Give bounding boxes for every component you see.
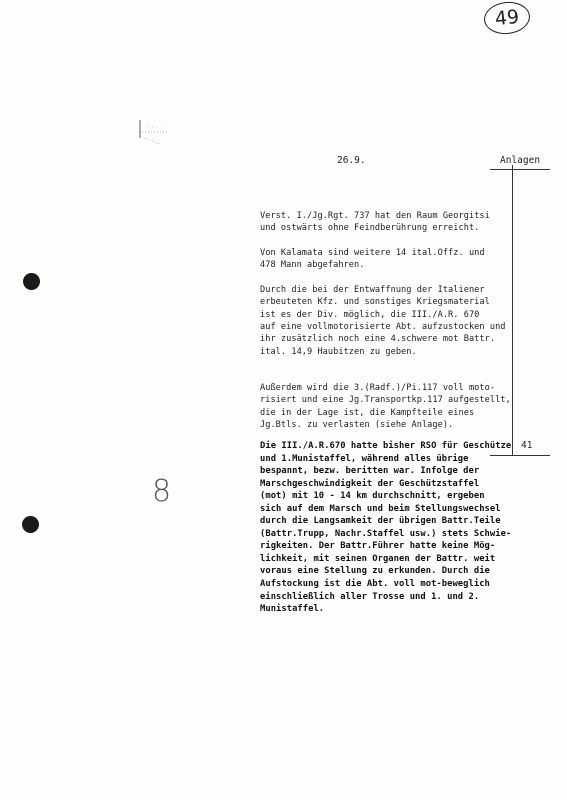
paragraph-entwaffnung: Durch die bei der Entwaffnung der Italiener erbeuteten Kfz. und sonstiges Kriegsmaterial ist es der Div. möglich, die III./A.R. 670 auf eine vollmotorisierte Abt. aufzustocken und ihr zusätzlich noch eine 4.schwere mot Battr. ital. 14,9 Haubitzen zu geben.	[260, 285, 506, 357]
paragraph-georgitsi: Verst. I./Jg.Rgt. 737 hat den Raum Georgitsi und ostwärts ohne Feindberührung erreicht.	[260, 211, 490, 234]
paragraph-artillerie: Die III./A.R.670 hatte bisher RSO für Geschütze und 1.Munistaffel, während alles übrige bespannt, bezw. beritten war. Infolge der Marschgeschwindigkeit der Geschützstaffel (mot) mit 10 - 14 km durchschnitt, ergeben sich auf dem Marsch und beim Stellungswechsel durch die Langsamkeit der übrigen Battr.Teile (Battr.Trupp, Nachr.Staffel usw.) stets Schwie- rigkeiten. Der Battr.Führer hatte keine Mög- lichkeit, mit seinen Organen der Battr. weit voraus eine Stellung zu erkunden. Durch die Aufstockung ist die Abt. voll mot-beweglich einschließlich aller Trosse und 1. und 2. Munistaffel.	[260, 441, 512, 615]
page-number-stamp: 49	[482, 0, 531, 36]
paragraph-pionier: Außerdem wird die 3.(Radf.)/Pi.117 voll moto- risiert und eine Jg.Transportkp.117 aufgestellt, die in der Lage ist, die Kampfteile eines Jg.Btls. zu verlasten (siehe Anlage).	[260, 383, 511, 431]
entry-date: 26.9.	[337, 155, 366, 166]
paragraph-kalamata: Von Kalamata sind weitere 14 ital.Offz. und 478 Mann abgefahren.	[260, 248, 485, 271]
punch-hole-bottom	[22, 516, 39, 533]
annex-column-rule	[512, 165, 513, 455]
punch-hole-top	[23, 273, 40, 290]
annex-column-header: Anlagen	[500, 155, 541, 166]
scan-artifact-mark	[138, 118, 174, 150]
handwritten-margin-number: 8	[152, 474, 172, 509]
annex-reference-number: 41	[521, 440, 533, 451]
annex-column-top-rule	[490, 169, 550, 170]
